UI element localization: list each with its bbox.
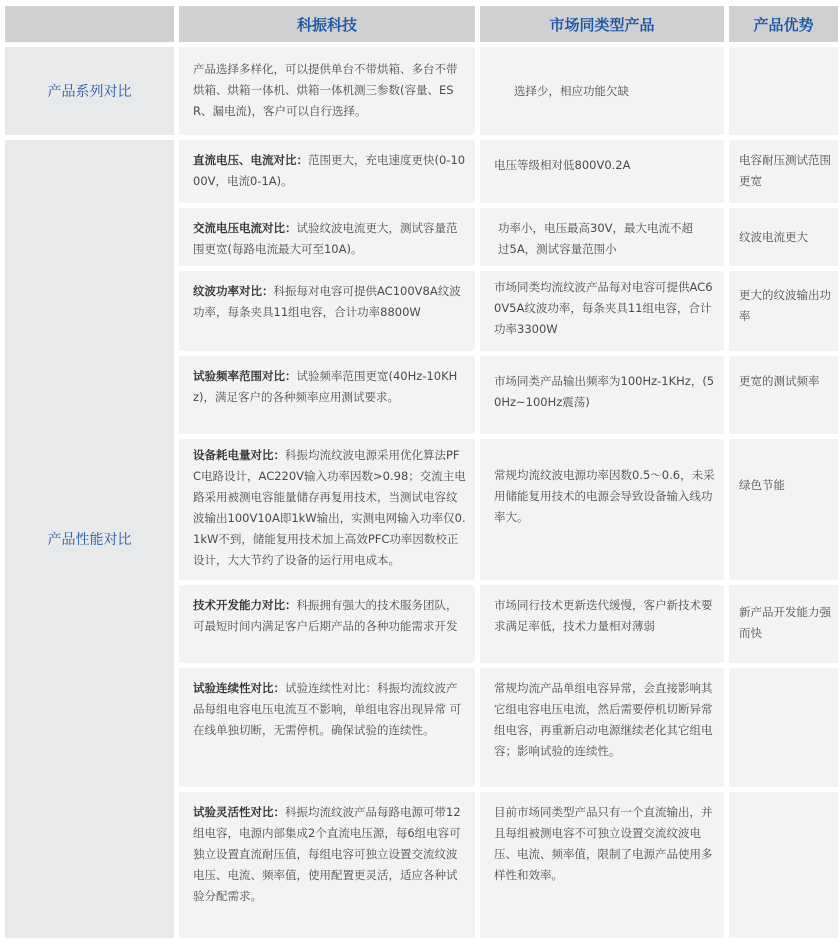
perf-market-cell: 常规均流产品单组电容异常，会直接影响其它组电容电压电流，然后需要停机切断异常组电容，再重新启动电源继续老化其它组电容；影响试验的连续性。 [480, 668, 724, 787]
perf-kz-text: 科振均流纹波电源采用优化算法PFC电路设计，AC220V输入功率因数>0.98；交流主电路采用被测电容能量储存再复用技术，当测试电容纹波输出100V10A即1kW输出，实测电网输入功率仅0.1kW不到，储能复用技术加上高效PFC功率因数校正设计，大大节约了设备的运行用电成本。 [193, 448, 466, 567]
header-blank [5, 6, 174, 42]
perf-market-cell: 市场同类均流纹波产品每对电容可提供AC60V5A纹波功率，每条夹具11组电容，合计功率3300W [480, 271, 724, 351]
perf-kz-cell [179, 585, 475, 663]
perf-advantage-cell: 纹波电流更大 [729, 208, 838, 266]
perf-kz-title: 直流电压、电流对比： [193, 153, 308, 167]
perf-kz-text: 科振拥有强大的技术服务团队，可最短时间内满足客户后期产品的各种功能需求开发 [193, 598, 458, 633]
perf-kz-cell [179, 356, 475, 434]
header-advantage: 产品优势 [729, 6, 838, 42]
header-market: 市场同类型产品 [480, 6, 724, 42]
perf-market-cell: 市场同行技术更新迭代缓慢，客户新技术要求满足率低，技术力量相对薄弱 [480, 585, 724, 663]
perf-kz-title: 设备耗电量对比： [193, 448, 285, 462]
perf-kz-title: 试验连续性对比： [193, 681, 285, 695]
row-label-performance: 产品性能对比 [5, 140, 174, 938]
perf-market-cell: 市场同类产品输出频率为100Hz-1KHz，(50Hz~100Hz震荡) [480, 356, 724, 434]
perf-advantage-cell [729, 668, 838, 787]
header-kz: 科振科技 [179, 6, 475, 42]
perf-kz-cell [179, 140, 475, 203]
perf-kz-text: 科振每对电容可提供AC100V8A纹波功率，每条夹具11组电容，合计功率8800W [193, 284, 461, 319]
row-label-series: 产品系列对比 [5, 47, 174, 135]
perf-advantage-cell: 更大的纹波输出功率 [729, 271, 838, 351]
perf-kz-title: 试验频率范围对比： [193, 369, 297, 383]
perf-kz-title: 交流电压电流对比： [193, 221, 297, 235]
series-kz-cell: 产品选择多样化，可以提供单台不带烘箱、多台不带烘箱、烘箱一体机、烘箱一体机测三参数(容量、ESR、漏电流)，客户可以自行选择。 [179, 47, 475, 135]
perf-advantage-cell: 新产品开发能力强而快 [729, 585, 838, 663]
perf-kz-title: 技术开发能力对比： [193, 598, 297, 612]
perf-kz-text: 科振均流纹波产品每路电源可带12组电容，电源内部集成2个直流电压源，每6组电容可独立设置直流耐压值，每组电容可独立设置交流纹波电压、电流、频率值，使用配置更灵活，适应各种试验分配需求。 [193, 805, 461, 903]
perf-market-cell: 功率小，电压最高30V，最大电流不超过5A，测试容量范围小 [480, 208, 724, 266]
perf-kz-cell [179, 208, 475, 266]
perf-kz-text: 试验连续性对比：科振均流纹波产品每组电容电压电流互不影响，单组电容出现异常 可在线单独切断，无需停机。确保试验的连续性。 [193, 681, 462, 737]
perf-kz-cell [179, 792, 475, 938]
perf-kz-text: 试验纹波电流更大，测试容量范围更宽(每路电流最大可至10A)。 [193, 221, 458, 256]
comparison-table [5, 6, 838, 938]
perf-advantage-cell [729, 792, 838, 938]
perf-kz-title: 试验灵活性对比： [193, 805, 285, 819]
perf-advantage-cell: 电容耐压测试范围更宽 [729, 140, 838, 203]
perf-kz-cell [179, 668, 475, 787]
perf-kz-text: 范围更大，充电速度更快(0-1000V，电流0-1A)。 [193, 153, 466, 188]
perf-advantage-cell: 绿色节能 [729, 439, 838, 580]
perf-market-cell: 目前市场同类型产品只有一个直流输出，并且每组被测电容不可独立设置交流纹波电压、电流、频率值，限制了电源产品使用多样性和效率。 [480, 792, 724, 938]
series-advantage-cell [729, 47, 838, 135]
perf-market-cell: 常规均流纹波电源功率因数0.5～0.6，未采用储能复用技术的电源会导致设备输入线功率大。 [480, 439, 724, 580]
perf-kz-cell [179, 271, 475, 351]
perf-market-cell: 电压等级相对低800V0.2A [480, 140, 724, 203]
perf-kz-text: 试验频率范围更宽(40Hz-10KHz)，满足客户的各种频率应用测试要求。 [193, 369, 458, 404]
perf-kz-cell [179, 439, 475, 580]
series-market-cell: 选择少，相应功能欠缺 [480, 47, 724, 135]
perf-advantage-cell: 更宽的测试频率 [729, 356, 838, 434]
perf-kz-title: 纹波功率对比： [193, 284, 274, 298]
